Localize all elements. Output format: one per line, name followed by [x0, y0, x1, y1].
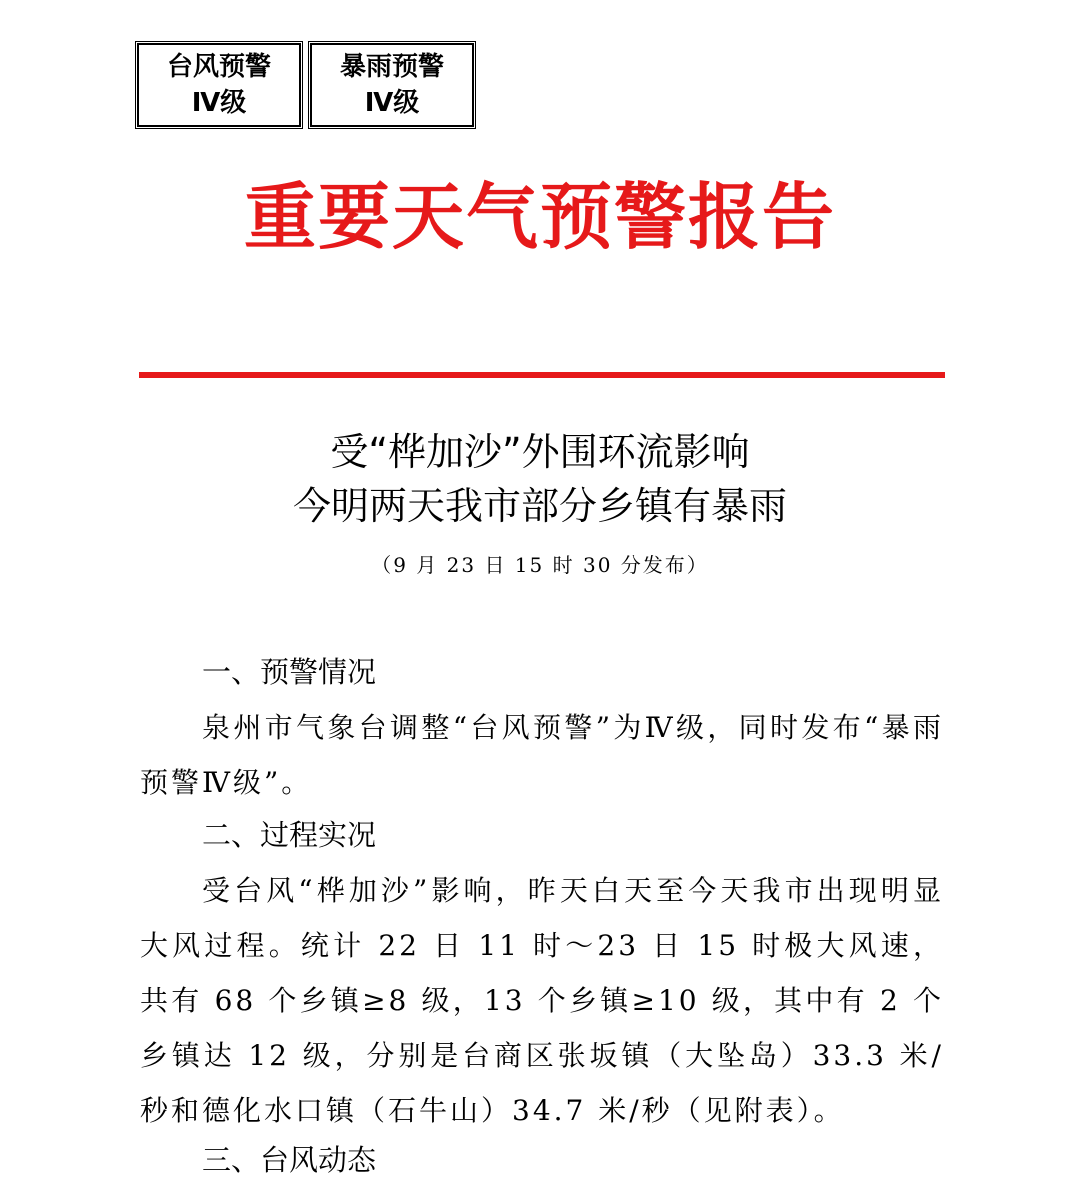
section-heading-warning: 一、预警情况	[202, 655, 377, 689]
typhoon-warning-label: 台风预警	[166, 52, 271, 82]
section-heading-typhoon-status: 三、台风动态	[202, 1143, 377, 1177]
typhoon-warning-level: Ⅳ级	[191, 88, 247, 118]
rainstorm-warning-badge	[310, 43, 474, 127]
section-text-observations: 受台风“桦加沙”影响，昨天白天至今天我市出现明显大风过程。统计 22 日 11 时～23 日 15 时极大风速，共有 68 个乡镇≥8 级，13 个乡镇≥10 级，其中有 2 个乡镇达 12 级，分别是台商区张坂镇（大坠岛）33.3 米/秒和德化水口镇（石牛山）34.7 米/秒（见附表）。	[140, 874, 944, 1127]
typhoon-warning-badge	[137, 43, 301, 127]
release-time: （9 月 23 日 15 时 30 分发布）	[371, 553, 709, 577]
rainstorm-warning-level: Ⅳ级	[364, 88, 420, 118]
headline-line-2: 今明两天我市部分乡镇有暴雨	[292, 484, 787, 528]
section-heading-observations: 二、过程实况	[202, 818, 377, 852]
section-text-warning: 泉州市气象台调整“台风预警”为Ⅳ级，同时发布“暴雨预警Ⅳ级”。	[140, 711, 944, 799]
headline-line-1: 受“桦加沙”外围环流影响	[330, 430, 750, 474]
document-title: 重要天气预警报告	[243, 175, 836, 259]
rainstorm-warning-label: 暴雨预警	[339, 52, 444, 82]
red-divider	[139, 372, 945, 378]
